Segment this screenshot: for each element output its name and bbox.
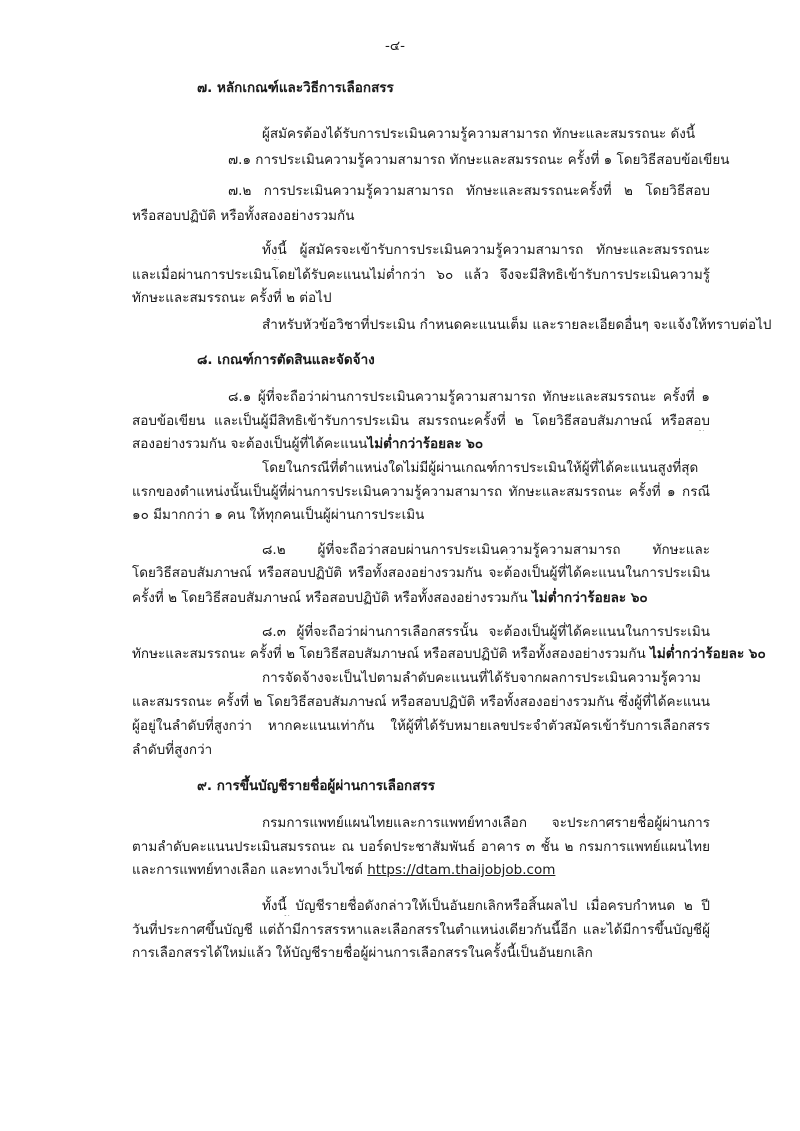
paragraph-line: ผู้สมัครต้องได้รับการประเมินความรู้ความสามารถ ทักษะและสมรรถนะ ดังนี้ — [262, 126, 696, 142]
website-link[interactable]: https://dtam.thaijobjob.com — [367, 862, 556, 878]
paragraph-line — [132, 434, 483, 454]
paragraph-line — [132, 860, 555, 880]
paragraph-line: โดยวิธีสอบสัมภาษณ์ หรือสอบปฏิบัติ หรือทั้งสองอย่างรวมกัน จะต้องเป็นผู้ที่ได้คะแนนในการประเมิน — [132, 565, 710, 581]
text: สองอย่างรวมกัน จะต้องเป็นผู้ที่ได้คะแนน — [132, 436, 368, 452]
paragraph-line: การจัดจ้างจะเป็นไปตามลำดับคะแนนที่ได้รับจากผลการประเมินความรู้ความ — [262, 670, 701, 686]
page-number: -๔- — [385, 38, 405, 54]
paragraph-line: ๘.๓ ผู้ที่จะถือว่าผ่านการเลือกสรรนั้น จะต้องเป็นผู้ที่ได้คะแนนในการประเมิน — [262, 624, 710, 640]
paragraph-line: สอบข้อเขียน และเป็นผู้มีสิทธิเข้ารับการประเมิน สมรรถนะครั้งที่ ๒ โดยวิธีสอบสัมภาษณ์ หรือสอบ — [132, 413, 710, 429]
paragraph-line: แรกของตำแหน่งนั้นเป็นผู้ที่ผ่านการประเมินความรู้ความสามารถ ทักษะและสมรรถนะ ครั้งที่ ๑ กรณี — [132, 484, 710, 500]
text: และการแพทย์ทางเลือก และทางเว็บไซต์ — [132, 862, 368, 878]
paragraph-line: กรมการแพทย์แผนไทยและการแพทย์ทางเลือก จะประกาศรายชื่อผู้ผ่านการ — [262, 815, 710, 831]
paragraph-line: ๘.๑ ผู้ที่จะถือว่าผ่านการประเมินความรู้ความสามารถ ทักษะและสมรรถนะ ครั้งที่ ๑ — [228, 389, 710, 405]
paragraph-line: ๑๐ มีมากกว่า ๑ คน ให้ทุกคนเป็นผู้ผ่านการประเมิน — [132, 507, 425, 523]
paragraph-line: ทั้งนี้ บัญชีรายชื่อดังกล่าวให้เป็นอันยกเลิกหรือสิ้นผลไป เมื่อครบกำหนด ๒ ปี — [262, 898, 710, 914]
section-9-heading: ๙. การขึ้นบัญชีรายชื่อผู้ผ่านการเลือกสรร — [197, 778, 435, 794]
paragraph-line: วันที่ประกาศขึ้นบัญชี แต่ถ้ามีการสรรหาและเลือกสรรในตำแหน่งเดียวกันนี้อีก และได้มีการขึ้นบัญชีผู้ — [132, 922, 710, 938]
paragraph-line: ทั้งนี้ ผู้สมัครจะเข้ารับการประเมินความรู้ความสามารถ ทักษะและสมรรถนะ — [262, 242, 710, 258]
paragraph-line: การเลือกสรรได้ใหม่แล้ว ให้บัญชีรายชื่อผู้ผ่านการเลือกสรรในครั้งนี้เป็นอันยกเลิก — [132, 945, 593, 961]
text: ทักษะและสมรรถนะ ครั้งที่ ๒ โดยวิธีสอบสัมภาษณ์ หรือสอบปฏิบัติ หรือทั้งสองอย่างรวมกัน — [132, 646, 651, 662]
text: ครั้งที่ ๒ โดยวิธีสอบสัมภาษณ์ หรือสอบปฏิบัติ หรือทั้งสองอย่างรวมกัน — [132, 590, 532, 606]
paragraph-line: ๗.๒ การประเมินความรู้ความสามารถ ทักษะและสมรรถนะครั้งที่ ๒ โดยวิธีสอบ — [228, 183, 710, 199]
paragraph-line: ผู้อยู่ในลำดับที่สูงกว่า หากคะแนนเท่ากัน ให้ผู้ที่ได้รับหมายเลขประจำตัวสมัครเข้ารับการเลือกสรร — [132, 718, 710, 734]
paragraph-line: และสมรรถนะ ครั้งที่ ๒ โดยวิธีสอบสัมภาษณ์ หรือสอบปฏิบัติ หรือทั้งสองอย่างรวมกัน ซึ่งผู้ที่ได้คะแนน — [132, 694, 710, 710]
bold-text: ไม่ต่ำกว่าร้อยละ ๖๐ — [650, 646, 766, 662]
paragraph-line: ตามลำดับคะแนนประเมินสมรรถนะ ณ บอร์ดประชาสัมพันธ์ อาคาร ๓ ชั้น ๒ กรมการแพทย์แผนไทย — [132, 839, 710, 855]
section-7-heading: ๗. หลักเกณฑ์และวิธีการเลือกสรร — [197, 80, 394, 96]
paragraph-line: ทักษะและสมรรถนะ ครั้งที่ ๒ ต่อไป — [132, 290, 332, 306]
paragraph-line: ๗.๑ การประเมินความรู้ความสามารถ ทักษะและสมรรถนะ ครั้งที่ ๑ โดยวิธีสอบข้อเขียน — [228, 152, 730, 168]
paragraph-line: หรือสอบปฏิบัติ หรือทั้งสองอย่างรวมกัน — [132, 208, 355, 224]
bold-text: ไม่ต่ำกว่าร้อยละ ๖๐ — [532, 590, 648, 606]
bold-text: ไม่ต่ำกว่าร้อยละ ๖๐ — [367, 436, 484, 452]
paragraph-line: โดยในกรณีที่ตำแหน่งใดไม่มีผู้ผ่านเกณฑ์การประเมินให้ผู้ที่ได้คะแนนสูงที่สุด — [262, 460, 699, 476]
paragraph-line: และเมื่อผ่านการประเมินโดยได้รับคะแนนไม่ต่ำกว่า ๖๐ แล้ว จึงจะมีสิทธิเข้ารับการประเมินความรู้ — [132, 267, 710, 283]
section-8-heading: ๘. เกณฑ์การตัดสินและจัดจ้าง — [197, 352, 375, 368]
paragraph-line — [132, 644, 766, 664]
paragraph-line — [132, 588, 648, 608]
paragraph-line: สำหรับหัวข้อวิชาที่ประเมิน กำหนดคะแนนเต็ม และรายละเอียดอื่นๆ จะแจ้งให้ทราบต่อไป — [262, 317, 772, 333]
paragraph-line: ๘.๒ ผู้ที่จะถือว่าสอบผ่านการประเมินความรู้ความสามารถ ทักษะและ — [262, 542, 710, 558]
paragraph-line: ลำดับที่สูงกว่า — [132, 742, 213, 758]
